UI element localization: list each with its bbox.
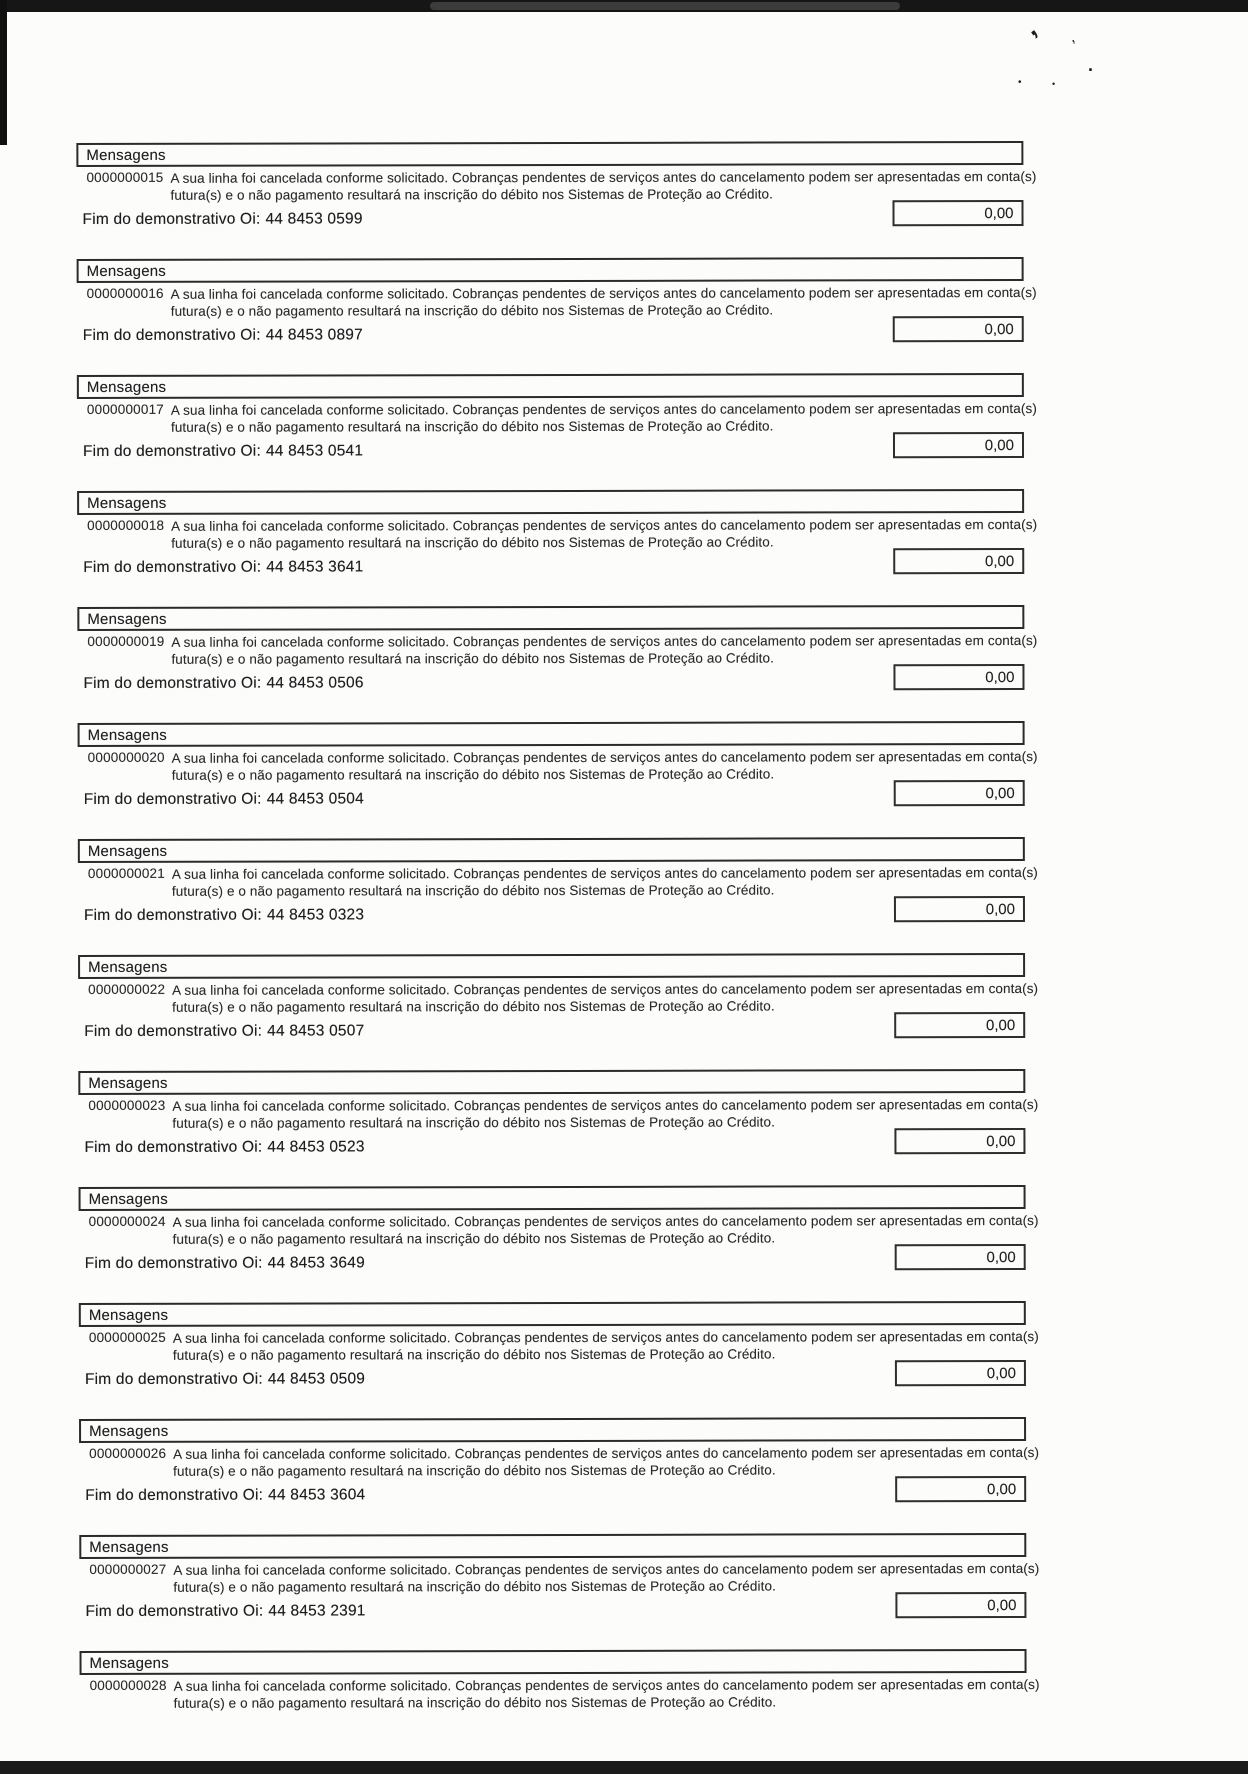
message-row	[78, 748, 1038, 784]
section-header-label: Mensagens	[89, 1422, 169, 1440]
ink-mark-icon: ,	[1018, 12, 1042, 42]
section-header-label: Mensagens	[86, 262, 167, 280]
message-section-header	[78, 721, 1025, 747]
message-block	[77, 605, 1038, 723]
message-id: 0000000025	[88, 1329, 166, 1345]
message-section-header	[79, 1301, 1026, 1327]
statement-end-prefix: Fim do demonstrativo Oi:	[83, 906, 262, 924]
amount-box	[895, 1476, 1026, 1502]
message-text	[171, 632, 1037, 668]
message-line-2: futura(s) e o não pagamento resultará na inscrição do débito nos Sistemas de Proteção ao Crédito.	[171, 882, 775, 899]
message-block	[79, 1301, 1039, 1419]
statement-end-line	[84, 906, 364, 924]
message-text	[172, 1096, 1038, 1132]
message-block	[78, 1069, 1039, 1187]
message-line-2: futura(s) e o não pagamento resultará na inscrição do débito nos Sistemas de Proteção ao Crédito.	[172, 998, 775, 1015]
amount-value: 0,00	[986, 1480, 1017, 1498]
message-section-header	[79, 1533, 1026, 1559]
section-header-label: Mensagens	[87, 610, 167, 628]
amount-value: 0,00	[985, 1016, 1016, 1034]
message-text	[172, 748, 1038, 784]
message-id: 0000000022	[88, 981, 166, 997]
statement-end-prefix: Fim do demonstrativo Oi:	[83, 790, 262, 808]
phone-number: 44 8453 0509	[267, 1370, 366, 1388]
blocks-container	[76, 141, 1040, 1712]
message-line-2: futura(s) e o não pagamento resultará na inscrição do débito nos Sistemas de Proteção ao Crédito.	[170, 418, 774, 435]
statement-end-row	[83, 900, 1025, 925]
statement-end-prefix: Fim do demonstrativo Oi:	[83, 674, 262, 692]
statement-end-line	[83, 210, 363, 228]
message-line-1: A sua linha foi cancelada conforme solicitado. Cobranças pendentes de serviços antes do cancelamento podem ser apresentadas em conta(s)	[170, 400, 1037, 418]
message-line-2: futura(s) e o não pagamento resultará na inscrição do débito nos Sistemas de Proteção ao Crédito.	[170, 302, 774, 319]
amount-value: 0,00	[985, 552, 1015, 570]
message-row	[79, 1560, 1040, 1596]
message-row	[77, 284, 1037, 320]
message-id: 0000000026	[89, 1445, 167, 1461]
phone-number: 44 8453 0506	[266, 674, 364, 692]
statement-end-line	[83, 442, 363, 460]
message-text	[171, 400, 1037, 436]
statement-end-row	[84, 1016, 1025, 1041]
statement-end-row	[82, 204, 1024, 229]
section-header-label: Mensagens	[89, 1538, 169, 1556]
amount-box	[893, 548, 1024, 574]
message-section-header	[79, 1417, 1026, 1443]
message-text	[171, 516, 1037, 552]
amount-box	[895, 1360, 1026, 1386]
message-section-header	[77, 257, 1024, 283]
message-line-2: futura(s) e o não pagamento resultará na inscrição do débito nos Sistemas de Proteção ao Crédito.	[170, 186, 774, 203]
message-id: 0000000019	[87, 633, 165, 649]
statement-end-line	[85, 1254, 365, 1272]
message-line-1: A sua linha foi cancelada conforme solicitado. Cobranças pendentes de serviços antes do cancelamento podem ser apresentadas em conta(s)	[170, 168, 1037, 186]
statement-end-line	[83, 674, 363, 692]
message-block	[79, 1185, 1039, 1303]
statement-end-row	[85, 1596, 1026, 1621]
statement-page	[76, 141, 1040, 1712]
message-block	[79, 1417, 1040, 1535]
message-section-header	[77, 489, 1024, 515]
ink-mark-icon: •	[1052, 79, 1056, 89]
message-row	[77, 516, 1038, 552]
message-id: 0000000018	[87, 517, 165, 533]
message-text	[173, 1212, 1039, 1248]
message-block	[77, 373, 1037, 491]
amount-box	[894, 1128, 1025, 1154]
message-line-2: futura(s) e o não pagamento resultará na inscrição do débito nos Sistemas de Proteção ao Crédito.	[172, 1346, 776, 1363]
message-section-header	[80, 1649, 1027, 1675]
message-line-1: A sua linha foi cancelada conforme solicitado. Cobranças pendentes de serviços antes do cancelamento podem ser apresentadas em conta(s)	[171, 748, 1038, 766]
scan-artifact-bottom-bar	[0, 1761, 1248, 1774]
message-row	[78, 864, 1038, 900]
message-line-1: A sua linha foi cancelada conforme solicitado. Cobranças pendentes de serviços antes do cancelamento podem ser apresentadas em conta(s)	[172, 1212, 1039, 1230]
amount-value: 0,00	[986, 1132, 1016, 1150]
amount-box	[894, 1012, 1025, 1038]
message-section-header	[76, 141, 1023, 167]
statement-end-row	[84, 1132, 1025, 1157]
statement-end-prefix: Fim do demonstrativo Oi:	[82, 442, 261, 460]
scan-artifact-left-edge	[0, 0, 7, 145]
message-row	[78, 1096, 1039, 1132]
message-line-1: A sua linha foi cancelada conforme solicitado. Cobranças pendentes de serviços antes do cancelamento podem ser apresentadas em conta(s)	[173, 1676, 1040, 1694]
message-line-1: A sua linha foi cancelada conforme solicitado. Cobranças pendentes de serviços antes do cancelamento podem ser apresentadas em conta(s)	[173, 1560, 1040, 1578]
phone-number: 44 8453 3641	[266, 558, 364, 576]
section-header-label: Mensagens	[88, 958, 168, 976]
amount-value: 0,00	[987, 1596, 1017, 1614]
scan-artifact-top-bar	[0, 0, 1248, 12]
amount-value: 0,00	[986, 1364, 1016, 1382]
statement-end-row	[82, 436, 1024, 461]
statement-end-prefix: Fim do demonstrativo Oi:	[83, 558, 262, 576]
statement-end-prefix: Fim do demonstrativo Oi:	[82, 210, 261, 228]
statement-end-line	[83, 326, 363, 344]
message-line-1: A sua linha foi cancelada conforme solicitado. Cobranças pendentes de serviços antes do cancelamento podem ser apresentadas em conta(s)	[172, 1328, 1039, 1346]
message-line-2: futura(s) e o não pagamento resultará na inscrição do débito nos Sistemas de Proteção ao Crédito.	[171, 534, 774, 551]
phone-number: 44 8453 0523	[267, 1138, 365, 1156]
message-row	[77, 400, 1037, 436]
section-header-label: Mensagens	[89, 1654, 169, 1672]
amount-value: 0,00	[986, 1248, 1016, 1266]
amount-value: 0,00	[984, 320, 1014, 338]
message-line-2: futura(s) e o não pagamento resultará na inscrição do débito nos Sistemas de Proteção ao Crédito.	[171, 650, 775, 667]
message-line-1: A sua linha foi cancelada conforme solicitado. Cobranças pendentes de serviços antes do cancelamento podem ser apresentadas em conta(s)	[172, 980, 1039, 998]
phone-number: 44 8453 0599	[265, 210, 363, 228]
message-line-2: futura(s) e o não pagamento resultará na inscrição do débito nos Sistemas de Proteção ao Crédito.	[172, 1230, 776, 1247]
amount-box	[895, 1244, 1026, 1270]
statement-end-prefix: Fim do demonstrativo Oi:	[85, 1602, 264, 1620]
statement-end-line	[85, 1602, 365, 1620]
message-line-1: A sua linha foi cancelada conforme solicitado. Cobranças pendentes de serviços antes do cancelamento podem ser apresentadas em conta(s)	[171, 632, 1038, 650]
message-id: 0000000021	[87, 865, 165, 881]
message-text	[173, 1560, 1039, 1596]
message-text	[172, 864, 1038, 900]
message-line-2: futura(s) e o não pagamento resultará na inscrição do débito nos Sistemas de Proteção ao Crédito.	[173, 1694, 777, 1711]
message-row	[79, 1212, 1039, 1248]
message-line-2: futura(s) e o não pagamento resultará na inscrição do débito nos Sistemas de Proteção ao Crédito.	[172, 1114, 775, 1131]
statement-end-line	[85, 1486, 365, 1504]
amount-value: 0,00	[985, 900, 1015, 918]
amount-value: 0,00	[985, 668, 1015, 686]
amount-box	[895, 1592, 1026, 1618]
message-line-2: futura(s) e o não pagamento resultará na inscrição do débito nos Sistemas de Proteção ao Crédito.	[171, 766, 775, 783]
message-row	[77, 632, 1038, 668]
statement-end-prefix: Fim do demonstrativo Oi:	[85, 1486, 264, 1504]
message-id: 0000000023	[88, 1097, 166, 1113]
message-id: 0000000015	[86, 169, 164, 185]
statement-end-row	[84, 1248, 1026, 1273]
message-block	[80, 1649, 1040, 1712]
message-id: 0000000028	[89, 1677, 167, 1693]
message-section-header	[78, 837, 1025, 863]
message-block	[78, 721, 1038, 839]
message-id: 0000000027	[89, 1561, 167, 1577]
message-section-header	[77, 373, 1024, 399]
message-text	[170, 168, 1036, 204]
message-line-1: A sua linha foi cancelada conforme solicitado. Cobranças pendentes de serviços antes do cancelamento podem ser apresentadas em conta(s)	[171, 516, 1038, 534]
statement-end-prefix: Fim do demonstrativo Oi:	[84, 1370, 263, 1388]
amount-box	[894, 780, 1025, 806]
message-section-header	[79, 1185, 1026, 1211]
section-header-label: Mensagens	[87, 494, 167, 512]
statement-end-prefix: Fim do demonstrativo Oi:	[84, 1138, 263, 1156]
message-text	[173, 1328, 1039, 1364]
section-header-label: Mensagens	[88, 1306, 169, 1324]
amount-box	[893, 432, 1024, 458]
statement-end-prefix: Fim do demonstrativo Oi:	[82, 326, 261, 344]
message-id: 0000000020	[87, 749, 165, 765]
ink-mark-icon: •	[1018, 77, 1022, 88]
statement-end-line	[83, 558, 363, 576]
amount-value: 0,00	[984, 436, 1015, 454]
section-header-label: Mensagens	[87, 726, 167, 744]
ink-mark-icon: .	[1088, 55, 1094, 75]
message-block	[77, 489, 1038, 607]
statement-end-line	[85, 1370, 365, 1388]
statement-end-row	[83, 668, 1024, 693]
statement-end-row	[84, 1364, 1026, 1389]
message-text	[172, 980, 1038, 1016]
message-section-header	[77, 605, 1024, 631]
message-text	[173, 1444, 1039, 1480]
amount-box	[893, 664, 1024, 690]
scan-smudge	[430, 2, 900, 10]
phone-number: 44 8453 0323	[266, 906, 365, 924]
message-row	[76, 168, 1037, 204]
section-header-label: Mensagens	[87, 842, 168, 860]
statement-end-line	[84, 1022, 364, 1040]
statement-end-line	[84, 1138, 364, 1156]
message-line-1: A sua linha foi cancelada conforme solicitado. Cobranças pendentes de serviços antes do cancelamento podem ser apresentadas em conta(s)	[173, 1444, 1040, 1462]
phone-number: 44 8453 0507	[267, 1022, 365, 1040]
message-block	[77, 257, 1037, 375]
message-section-header	[78, 1069, 1025, 1095]
message-row	[79, 1444, 1040, 1480]
ink-mark-icon: ,	[1067, 28, 1078, 47]
statement-end-prefix: Fim do demonstrativo Oi:	[84, 1022, 263, 1040]
message-block	[78, 953, 1039, 1071]
section-header-label: Mensagens	[86, 378, 167, 396]
message-block	[76, 141, 1037, 259]
amount-box	[893, 316, 1024, 342]
phone-number: 44 8453 0504	[266, 790, 364, 808]
message-row	[80, 1676, 1040, 1712]
statement-end-row	[83, 784, 1025, 809]
section-header-label: Mensagens	[86, 146, 166, 164]
phone-number: 44 8453 3604	[268, 1486, 366, 1504]
phone-number: 44 8453 3649	[267, 1254, 365, 1272]
message-text	[174, 1676, 1040, 1712]
statement-end-row	[82, 320, 1024, 345]
phone-number: 44 8453 0897	[265, 326, 363, 344]
message-id: 0000000016	[86, 285, 164, 301]
section-header-label: Mensagens	[88, 1190, 168, 1208]
section-header-label: Mensagens	[88, 1074, 168, 1092]
phone-number: 44 8453 0541	[265, 442, 364, 460]
message-line-2: futura(s) e o não pagamento resultará na inscrição do débito nos Sistemas de Proteção ao Crédito.	[173, 1578, 776, 1595]
statement-end-row	[83, 552, 1024, 577]
amount-value: 0,00	[984, 204, 1014, 222]
statement-end-prefix: Fim do demonstrativo Oi:	[84, 1254, 263, 1272]
amount-value: 0,00	[985, 784, 1015, 802]
phone-number: 44 8453 2391	[268, 1602, 366, 1620]
message-row	[79, 1328, 1039, 1364]
message-text	[171, 284, 1037, 320]
message-row	[78, 980, 1039, 1016]
message-block	[78, 837, 1038, 955]
amount-box	[892, 200, 1023, 226]
message-id: 0000000024	[88, 1213, 166, 1229]
message-id: 0000000017	[86, 401, 165, 417]
message-line-1: A sua linha foi cancelada conforme solicitado. Cobranças pendentes de serviços antes do cancelamento podem ser apresentadas em conta(s)	[172, 1096, 1039, 1114]
message-line-1: A sua linha foi cancelada conforme solicitado. Cobranças pendentes de serviços antes do cancelamento podem ser apresentadas em conta(s)	[171, 864, 1038, 882]
message-block	[79, 1533, 1040, 1651]
amount-box	[894, 896, 1025, 922]
statement-end-line	[84, 790, 364, 808]
message-section-header	[78, 953, 1025, 979]
statement-end-row	[85, 1480, 1026, 1505]
message-line-1: A sua linha foi cancelada conforme solicitado. Cobranças pendentes de serviços antes do cancelamento podem ser apresentadas em conta(s)	[170, 284, 1037, 302]
message-line-2: futura(s) e o não pagamento resultará na inscrição do débito nos Sistemas de Proteção ao Crédito.	[173, 1462, 776, 1479]
